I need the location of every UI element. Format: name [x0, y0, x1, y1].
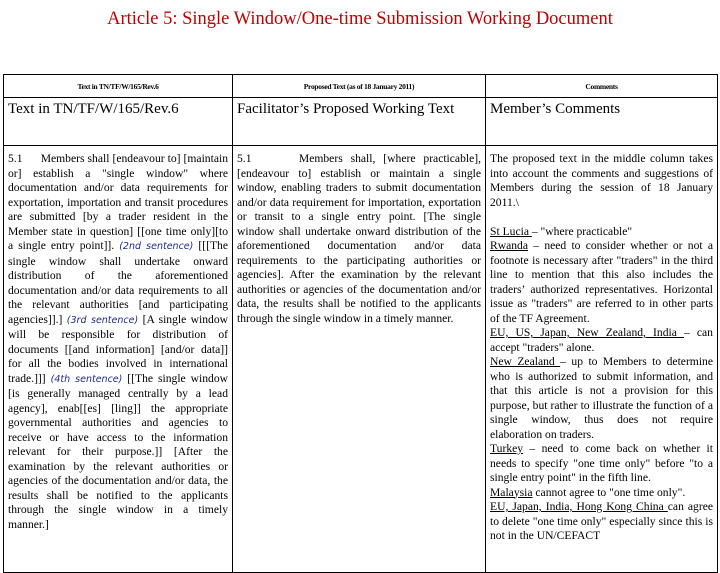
member-comment — [490, 326, 713, 355]
member-comment — [490, 500, 713, 544]
header-large-member-comments: Member’s Comments — [486, 98, 718, 146]
working-document-table — [3, 74, 718, 573]
header-row-large — [4, 98, 718, 146]
comment-text: cannot agree to "one time only". — [532, 485, 686, 499]
proposed-text-cell — [233, 146, 486, 573]
text-segment: [[The single window [is generally managed centrally by a lead agency], enab[[es] [ling]] the appropriate governmental authorities and agencies to receive or have access to the information relevant for their purpose.]] [After the examination by the relevant authorities or agencies of the documentation and/or data, the results shall be notified to the applicants through the single window in a timely manner.] — [8, 371, 228, 531]
body-row — [4, 146, 718, 573]
comment-text: – need to consider whether or not a footnote is necessary after "traders" in the third line to mention that this also includes the traders’ authorized representatives. Horizontal issue as "traders" are referred to in other parts of the TF Agreement. — [490, 239, 713, 325]
member-comment — [490, 486, 713, 501]
comment-text: – "where practicable" — [531, 224, 633, 238]
rev6-text — [8, 152, 228, 532]
header-small-rev6: Text in TN/TF/W/165/Rev.6 — [4, 75, 233, 98]
sentence-note: (4th sentence) — [50, 373, 123, 385]
header-row-small — [4, 75, 718, 98]
comment-text: – need to come back on whether it needs to specify "one time only" before "to a single entry point" in the fifth line. — [490, 442, 713, 484]
member-name: St Lucia — [490, 224, 532, 238]
member-name: Malaysia — [490, 485, 533, 499]
comment-text: – can accept "traders" alone. — [490, 326, 713, 354]
comment-text: – up to Members to determine who is authorized to submit information, and that this article is not a provision for this purpose, but rather to illustrate the function of a single window, thus does not require elaboration on traders. — [490, 355, 713, 441]
comment-text: can agree to delete "one time only" especially since this is not in the UN/CEFACT — [490, 500, 713, 542]
text-segment: 5.1 Members shall [endeavour to] [maintain or] establish a "single window" where documentation and/or data requirements for exportation, importation and transit procedures are submitted [by a trader resident in the Member state in question] [[one time only][to a single entry point]]. — [8, 152, 228, 252]
member-comment — [490, 355, 713, 442]
member-comment — [490, 225, 713, 240]
comments-cell — [486, 146, 718, 573]
comments-intro: The proposed text in the middle column takes into account the comments and suggestions of Members during the session of 18 January 2011.\ — [490, 152, 713, 209]
sentence-note: (3rd sentence) — [66, 314, 139, 326]
rev6-text-cell — [4, 146, 233, 573]
header-large-rev6: Text in TN/TF/W/165/Rev.6 — [4, 98, 233, 146]
proposed-text: 5.1 Members shall, [where practicable], [endeavour to] establish or maintain a single window, enabling traders to submit documentation and/or data requirement for importation, exportation or transit to a single entry point. [The single window shall undertake onward distribution of the aforementioned documentation and/or data requirements to the participating authorities or agencies]. After the examination by the relevant authorities or agencies of the documentation and/or data, the results shall be notified to the applicants through the single window in a timely manner. — [237, 152, 481, 325]
member-name: EU, Japan, India, Hong Kong China — [490, 500, 668, 513]
header-small-proposed: Proposed Text (as of 18 January 2011) — [233, 75, 486, 98]
header-large-facilitator: Facilitator’s Proposed Working Text — [233, 98, 486, 146]
text-segment: [[[The single window shall undertake onward distribution of the aforementioned documentation and/or data requirements to all the relevant authorities [and participating agencies]].] — [8, 239, 228, 326]
header-small-comments: Comments — [486, 75, 718, 98]
member-comment — [490, 442, 713, 486]
sentence-note: (2nd sentence) — [119, 241, 194, 252]
member-name: EU, US, Japan, New Zealand, India — [490, 326, 684, 339]
member-comment — [490, 239, 713, 326]
member-name: Turkey — [490, 442, 524, 455]
document-title: Article 5: Single Window/One-time Submission Working Document — [107, 9, 613, 29]
member-name: New Zealand — [490, 355, 561, 368]
text-segment: [A single window will be responsible for distribution of documents [[and information] [and/or data]] for all the bodies involved in international trade.]]] — [8, 312, 229, 385]
member-name: Rwanda — [490, 239, 528, 252]
comments-list — [490, 225, 713, 544]
